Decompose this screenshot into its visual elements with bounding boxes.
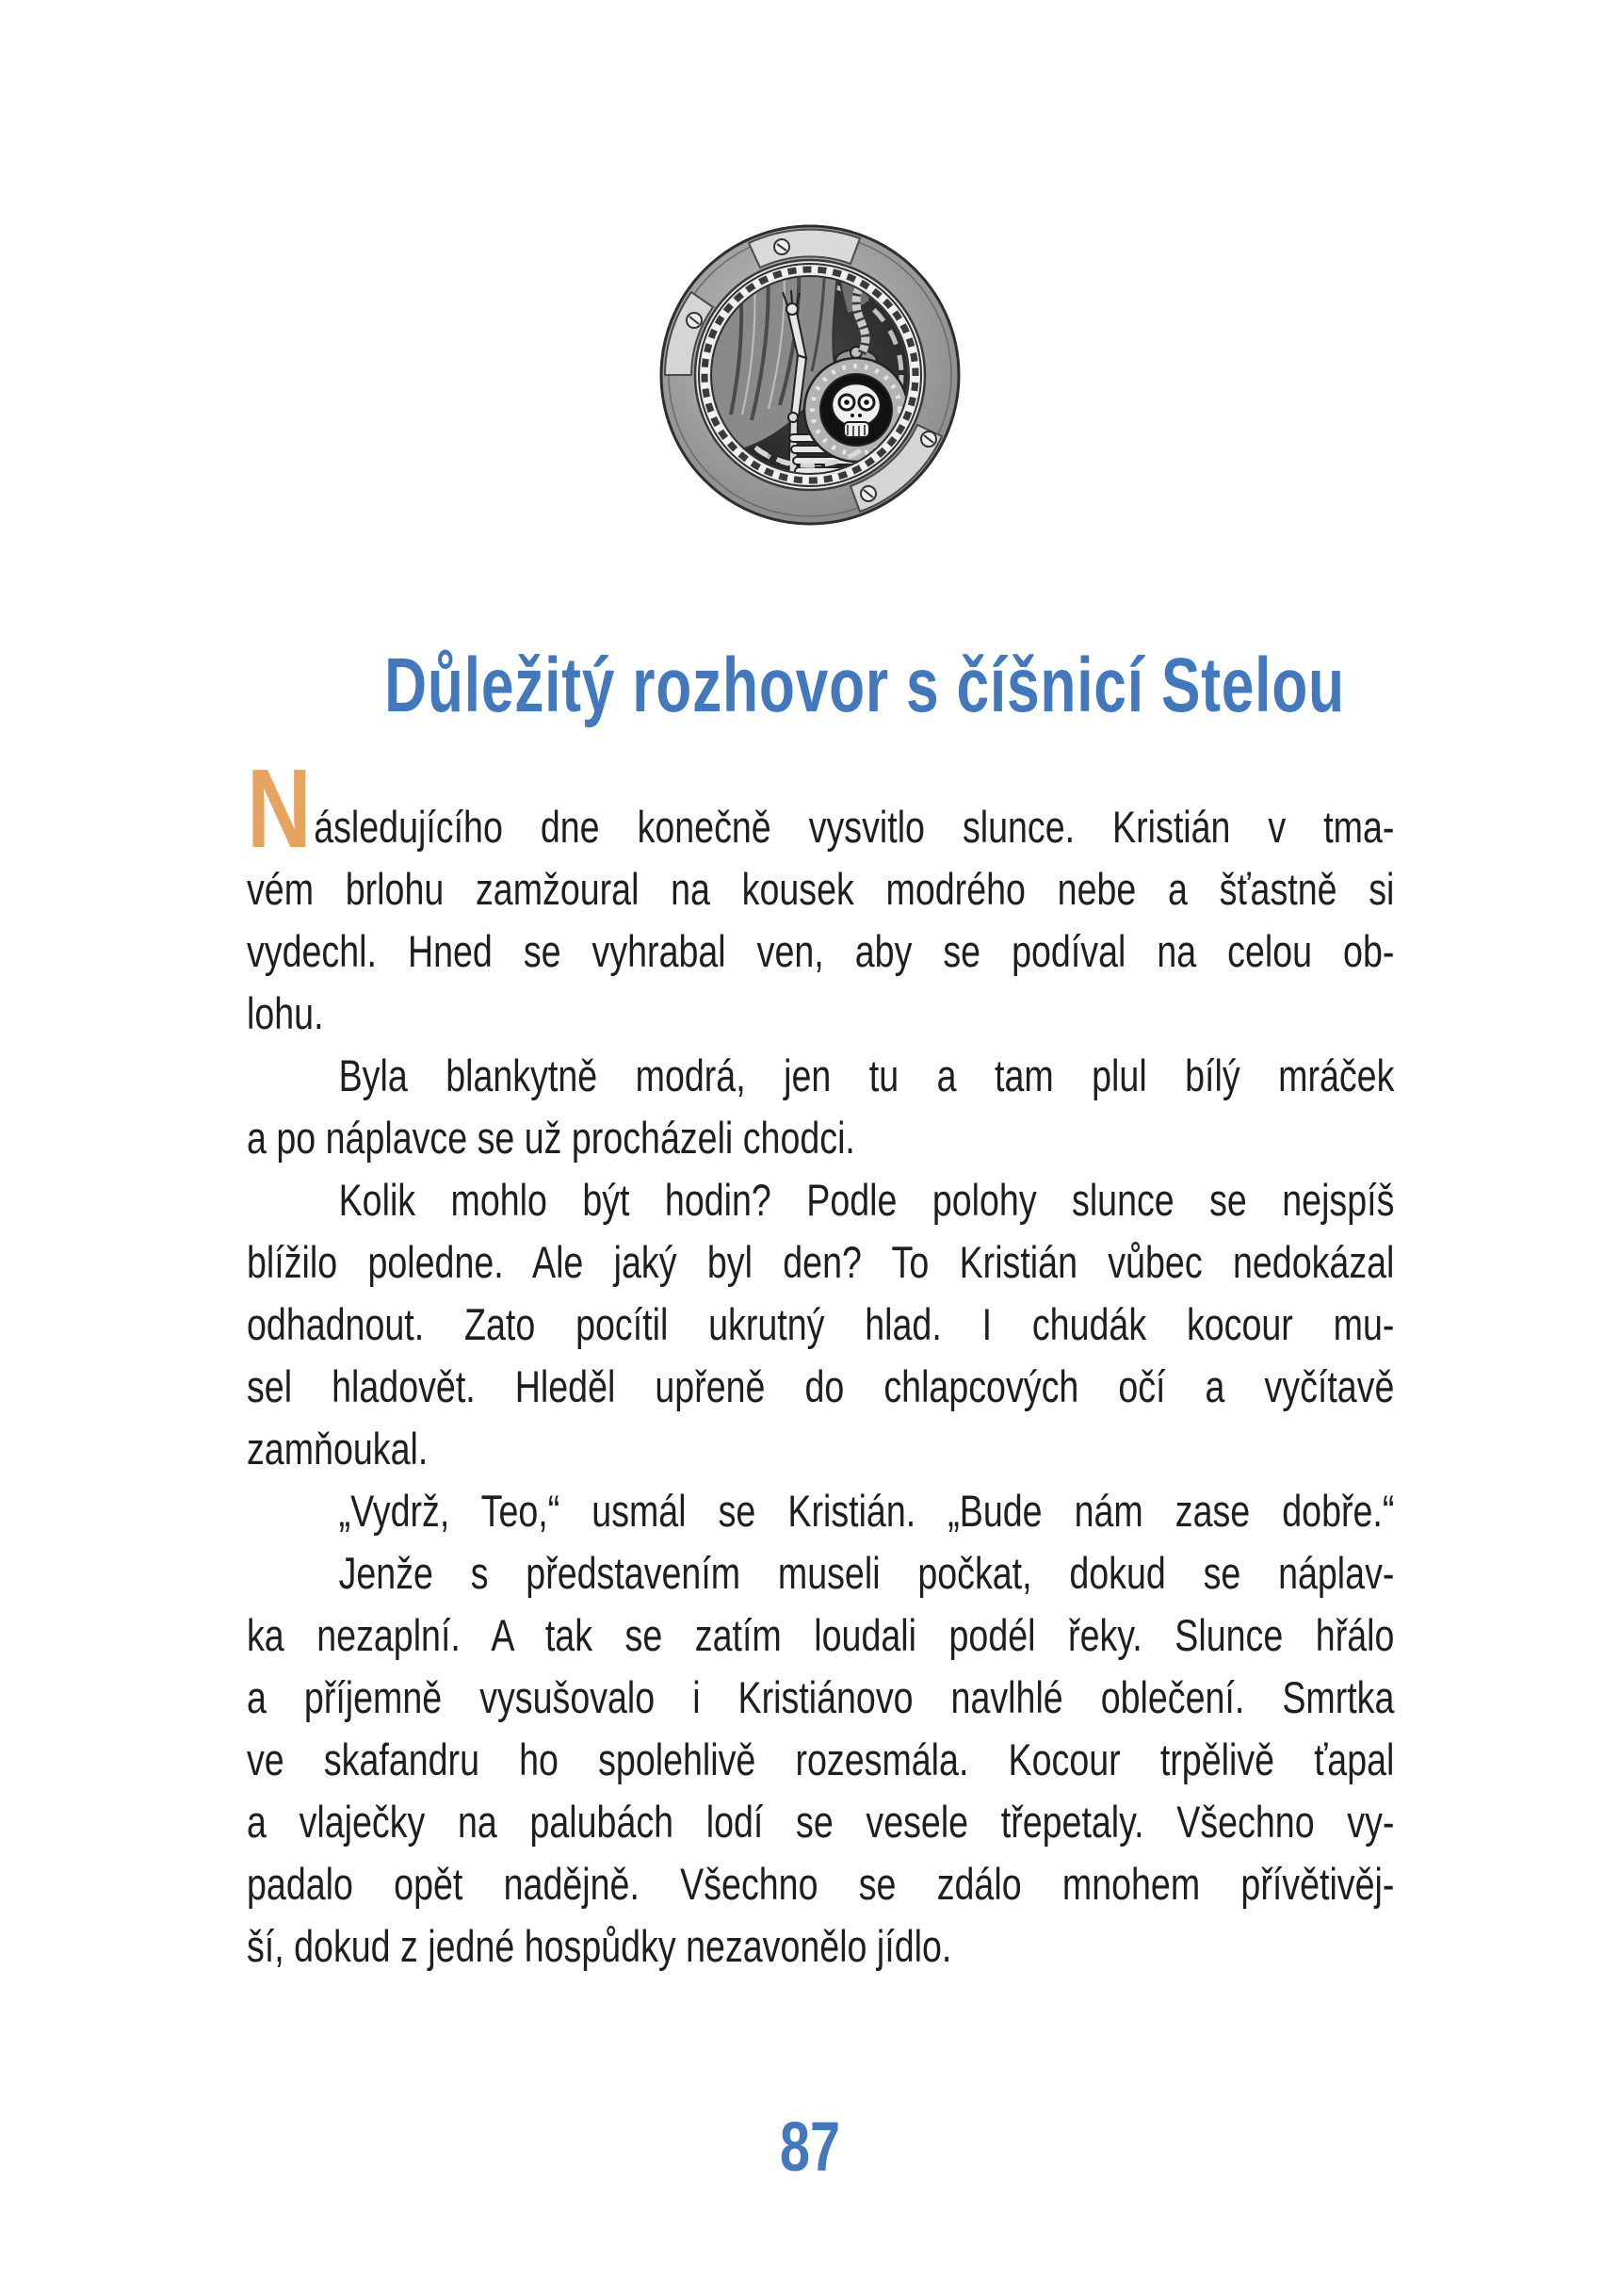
text-line: vém brlohu zamžoural na kousek modrého nebe a šťastně si xyxy=(247,864,1395,914)
chapter-title: Důležitý rozhovor s číšnicí Stelou xyxy=(384,642,1345,728)
text-line: ka nezaplní. A tak se zatím loudali podél řeky. Slunce hřálo xyxy=(247,1610,1395,1660)
porthole-illustration xyxy=(650,215,970,535)
body-text xyxy=(247,746,1395,1978)
text-line xyxy=(247,746,1395,871)
text-line: sel hladovět. Hleděl upřeně do chlapcových očí a vyčítavě xyxy=(247,1361,1395,1411)
line-text: ásledujícího dne konečně vysvitlo slunce. Kristián v tma- xyxy=(314,802,1395,852)
text-line: „Vydrž, Teo,“ usmál se Kristián. „Bude nám zase dobře.“ xyxy=(338,1486,1395,1536)
drop-cap: N xyxy=(247,746,312,871)
text-line: Jenže s představením museli počkat, dokud se náplav- xyxy=(338,1548,1395,1598)
rivet-screw xyxy=(687,313,702,328)
text-line: a po náplavce se už procházeli chodci. xyxy=(247,1113,855,1163)
rivet-screw xyxy=(774,239,789,254)
text-line: blížilo poledne. Ale jaký byl den? To Kristián vůbec nedokázal xyxy=(247,1237,1395,1287)
text-line: a vlaječky na palubách lodí se vesele třepetaly. Všechno vy- xyxy=(247,1797,1395,1847)
text-line: odhadnout. Zato pocítil ukrutný hlad. I chudák kocour mu- xyxy=(247,1299,1395,1349)
text-line: padalo opět nadějně. Všechno se zdálo mnohem přívětivěj- xyxy=(247,1859,1395,1909)
rivet-screw xyxy=(861,486,876,501)
text-line: lohu. xyxy=(247,988,324,1038)
text-line: zamňoukal. xyxy=(247,1424,429,1474)
text-line: Byla blankytně modrá, jen tu a tam plul bílý mráček xyxy=(338,1050,1395,1100)
page-number: 87 xyxy=(779,2108,841,2186)
text-line: ve skafandru ho spolehlivě rozesmála. Kocour trpělivě ťapal xyxy=(247,1734,1395,1784)
rivet-screw xyxy=(921,432,936,447)
text-line: Kolik mohlo být hodin? Podle polohy slunce se nejspíš xyxy=(338,1175,1395,1225)
text-line: vydechl. Hned se vyhrabal ven, aby se podíval na celou ob- xyxy=(247,926,1395,976)
text-line: a příjemně vysušovalo i Kristiánovo navlhlé oblečení. Smrtka xyxy=(247,1672,1395,1722)
text-line: ší, dokud z jedné hospůdky nezavonělo jídlo. xyxy=(247,1921,952,1971)
